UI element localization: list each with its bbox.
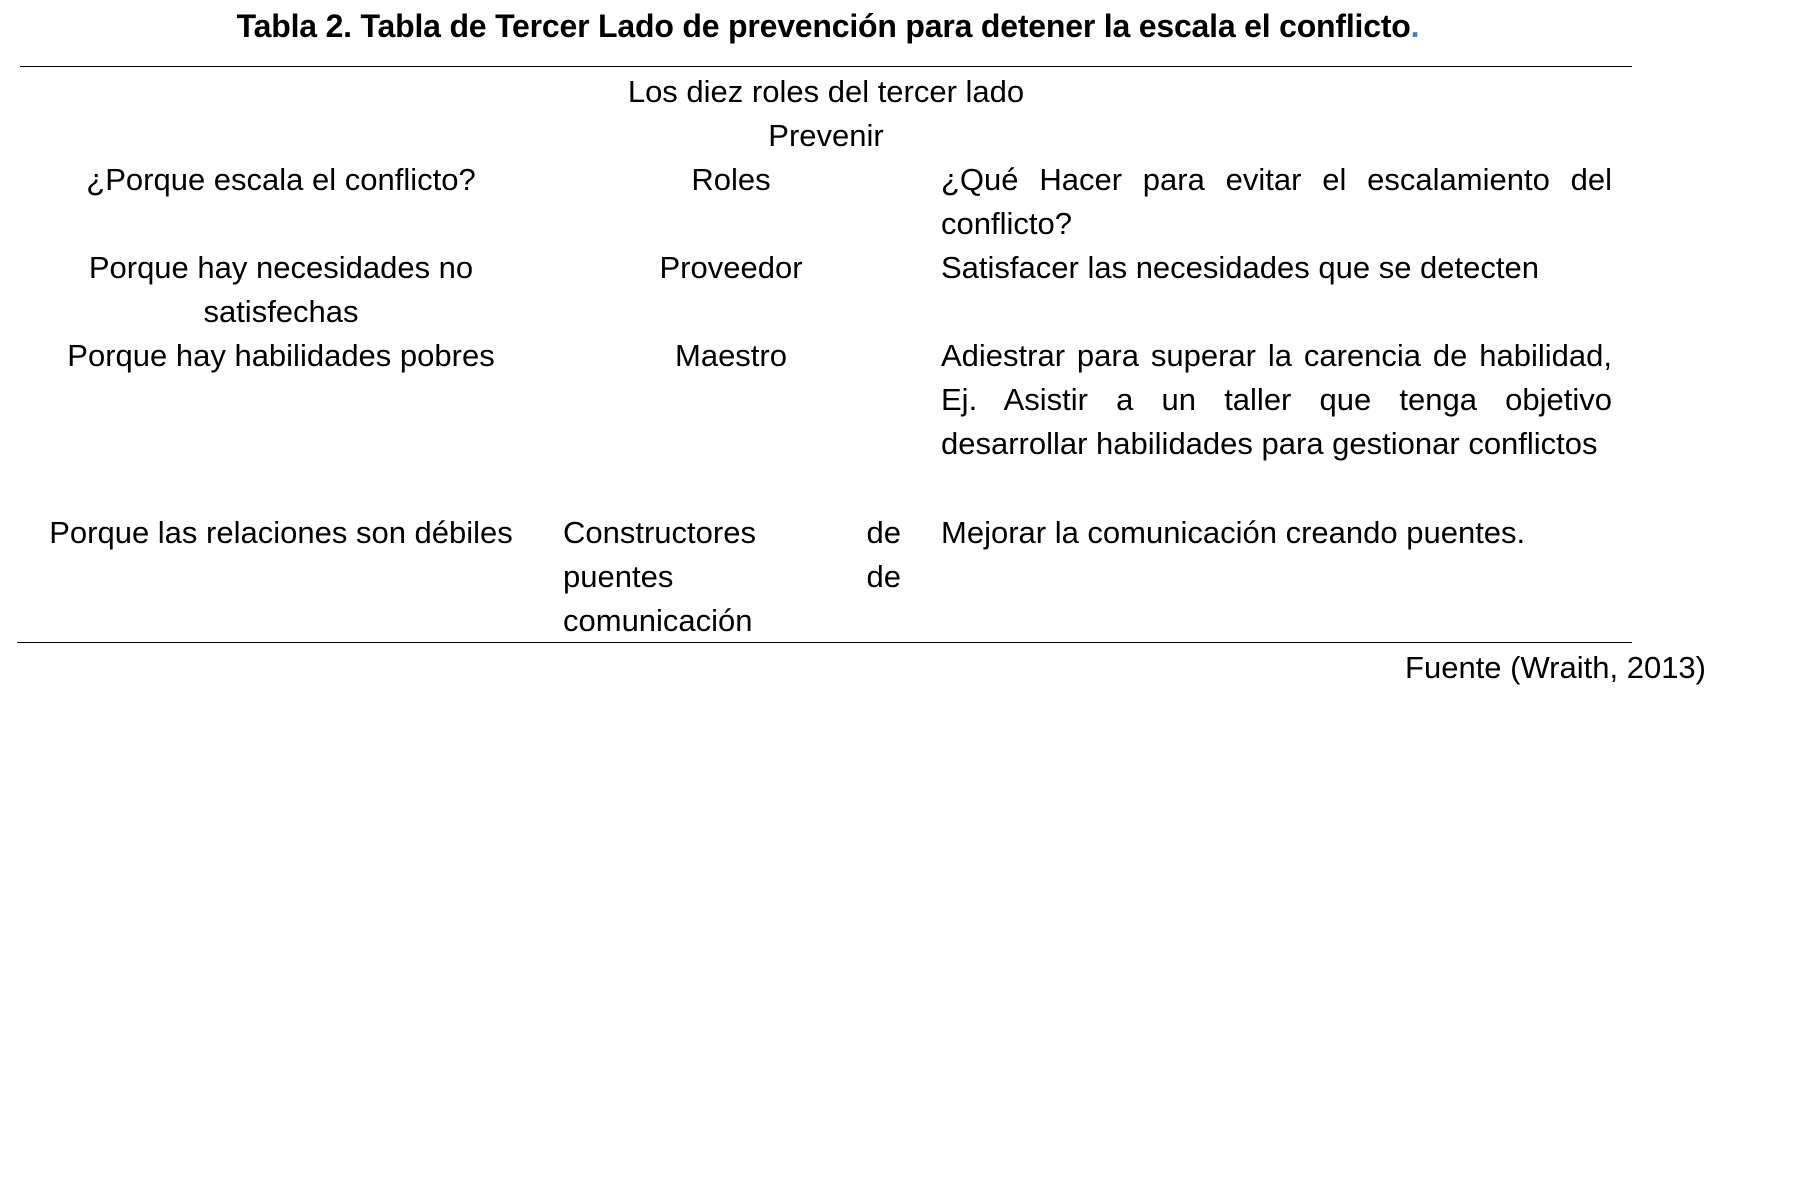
- row-2-why: Porque hay habilidades pobres: [67, 338, 495, 373]
- row-1-role: Proveedor: [659, 250, 803, 285]
- row-1-why: Porque hay necesidades no satisfechas: [88, 250, 474, 329]
- group-header: Los diez roles del tercer lado: [627, 74, 1025, 109]
- row-2-what: Adiestrar para superar la carencia de habilidad, Ej. Asistir a un taller que tenga objetivo desarrollar habilidades para gestionar conflictos: [941, 338, 1612, 461]
- table-title-text: Tabla 2. Tabla de Tercer Lado de prevención para detener la escala el conflicto: [236, 8, 1411, 44]
- row-1-what: Satisfacer las necesidades que se detecten: [941, 250, 1539, 285]
- subgroup-header: Prevenir: [768, 118, 884, 153]
- table-title: [0, 4, 1656, 48]
- table-source: Fuente (Wraith, 2013): [1405, 650, 1706, 685]
- row-2-role: Maestro: [675, 338, 787, 373]
- table-top-rule: [20, 66, 1632, 67]
- column-header-roles: Roles: [691, 162, 771, 197]
- table-bottom-rule: [17, 642, 1632, 643]
- row-3-why: Porque las relaciones son débiles: [49, 515, 513, 550]
- column-header-why: ¿Porque escala el conflicto?: [86, 162, 476, 197]
- table-title-period: .: [1410, 8, 1420, 44]
- row-3-what: Mejorar la comunicación creando puentes.: [941, 515, 1526, 550]
- column-header-what: ¿Qué Hacer para evitar el escalamiento del conflicto?: [941, 162, 1612, 241]
- row-3-role: Constructores de puentes de comunicación: [563, 515, 901, 638]
